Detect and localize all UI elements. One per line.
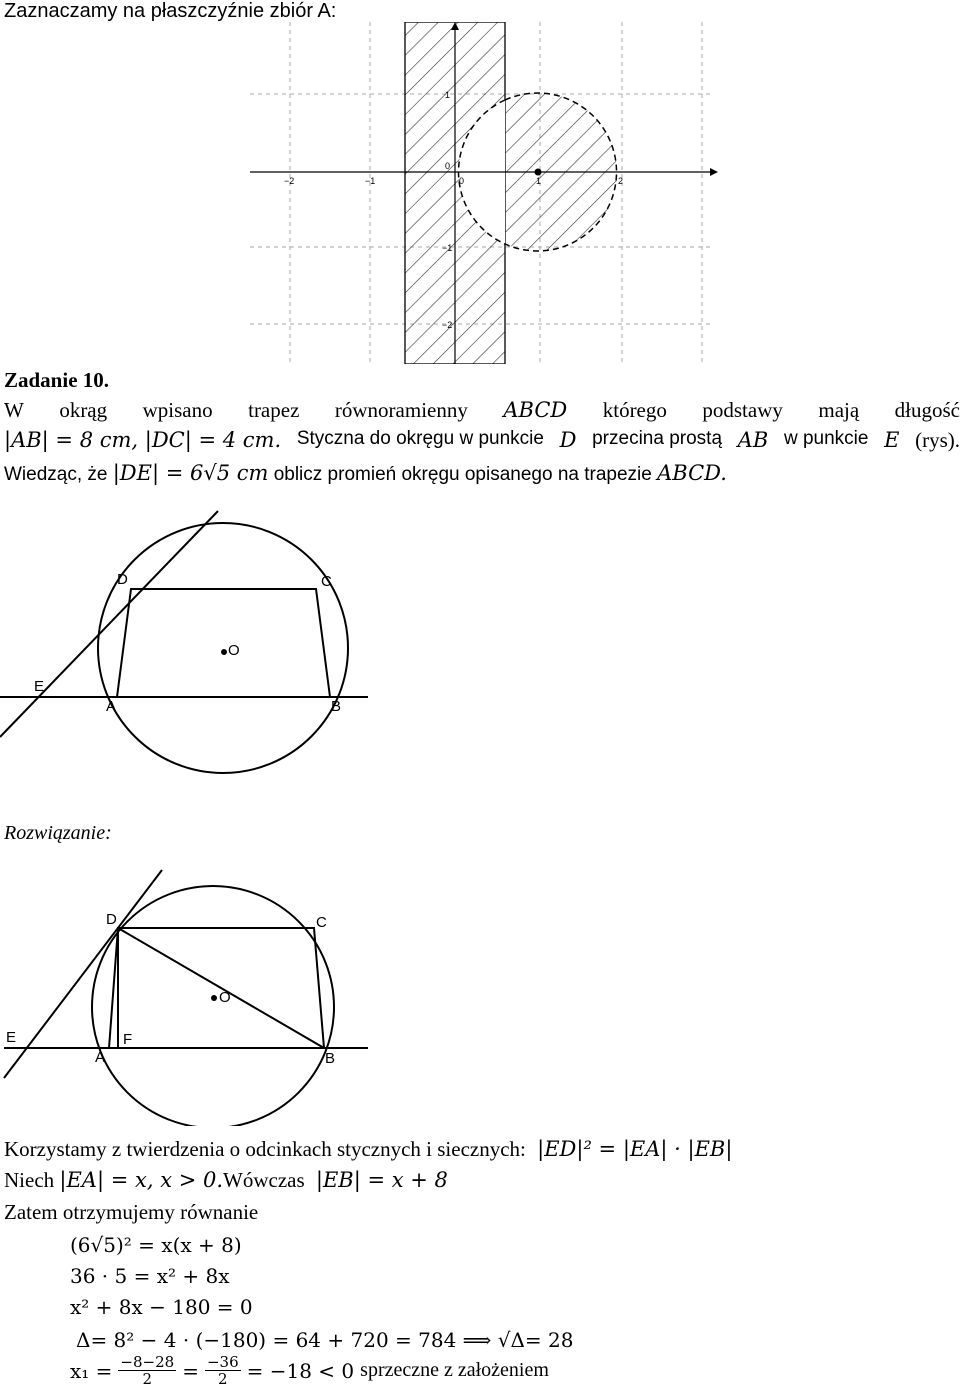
label-f: F — [123, 1031, 133, 1048]
x-tick-label: −2 — [284, 176, 295, 186]
text: Styczna do okręgu w punkcie — [296, 428, 544, 449]
circumcircle — [98, 523, 348, 773]
x-tick-label: 1 — [536, 176, 542, 186]
origin-label: 0 — [445, 161, 451, 171]
text: przecina prostą — [592, 428, 723, 449]
word: długość — [894, 398, 960, 422]
task-line-1 — [4, 398, 960, 423]
circle-center-dot — [535, 169, 542, 176]
label-b: B — [325, 1050, 336, 1067]
equation-1: (6√5)² = x(x + 8) — [70, 1233, 242, 1257]
text: Wiedząc, że — [4, 464, 108, 485]
root-lhs: x₁ = — [70, 1358, 113, 1383]
math-eb: |EB| = x + 8 — [315, 1168, 448, 1192]
label-c: C — [316, 914, 327, 931]
word-math: ABCD — [503, 398, 568, 422]
word: W — [4, 398, 24, 422]
root-comment: sprzeczne z założeniem — [360, 1359, 549, 1381]
solution-line-1 — [4, 1137, 732, 1162]
label-d: D — [106, 911, 117, 928]
label-c: C — [321, 573, 332, 590]
text: oblicz promień okręgu opisanego na trapezie — [273, 464, 652, 485]
intro-text: Zaznaczamy na płaszczyźnie zbiór A: — [4, 0, 337, 22]
word: trapez — [248, 398, 300, 422]
solution-line-3: Zatem otrzymujemy równanie — [4, 1200, 259, 1224]
word: wpisano — [142, 398, 213, 422]
task-title: Zadanie 10. — [4, 368, 110, 392]
y-tick-label: −1 — [442, 243, 453, 253]
figure-2-trapezoid — [0, 866, 380, 1126]
math-e: E — [884, 428, 900, 452]
fraction-1 — [118, 1354, 176, 1387]
equation-3: x² + 8x − 180 = 0 — [70, 1295, 253, 1319]
set-a-graph — [240, 22, 720, 364]
word: równoramienny — [334, 398, 468, 422]
figure-1-trapezoid — [0, 505, 380, 785]
text: Wówczas — [223, 1168, 305, 1192]
fraction-numerator: −36 — [206, 1353, 239, 1371]
math-secant-theorem: |ED|² = |EA| · |EB| — [537, 1137, 733, 1161]
math-ea: |EA| = x, x > 0. — [59, 1168, 224, 1192]
center-dot — [211, 995, 217, 1001]
root-rhs: = −18 < 0 — [246, 1358, 355, 1383]
label-e: E — [6, 1029, 17, 1046]
center-dot — [221, 649, 227, 655]
fraction-denominator: 2 — [218, 1370, 228, 1388]
math-ab-dc: |AB| = 8 cm, |DC| = 4 cm. — [4, 428, 282, 452]
label-d: D — [117, 571, 128, 588]
math-de: |DE| = 6√5 cm — [112, 461, 269, 485]
label-e: E — [34, 678, 45, 695]
equation-4-delta: Δ= 8² − 4 · (−180) = 64 + 720 = 784 ⟹ √Δ= 28 — [76, 1328, 574, 1352]
x-axis-arrow — [710, 168, 718, 176]
label-o: O — [219, 989, 231, 1006]
word: mają — [818, 398, 860, 422]
word: którego — [602, 398, 667, 422]
label-a: A — [106, 698, 117, 715]
solution-line-2 — [4, 1168, 448, 1193]
label-o: O — [228, 642, 240, 659]
equation-2: 36 · 5 = x² + 8x — [70, 1264, 230, 1288]
x-tick-label: 0 — [459, 176, 465, 186]
label-b: B — [331, 698, 342, 715]
text: Korzystamy z twierdzenia o odcinkach stycznych i siecznych: — [4, 1137, 526, 1161]
text: (rys). — [915, 428, 960, 452]
x-tick-label: −1 — [365, 176, 376, 186]
fraction-numerator: −8−28 — [120, 1353, 175, 1371]
word: okrąg — [59, 398, 108, 422]
math-d: D — [559, 428, 577, 452]
fraction-denominator: 2 — [142, 1370, 153, 1388]
math-abcd: ABCD. — [657, 461, 727, 485]
label-a: A — [95, 1049, 106, 1066]
y-tick-label: −2 — [442, 320, 453, 330]
circumcircle — [92, 886, 334, 1126]
x-tick-label: 2 — [618, 176, 624, 186]
word: podstawy — [702, 398, 783, 422]
equals-sign: = — [182, 1358, 199, 1383]
math-ab: AB — [737, 428, 769, 452]
task-line-2 — [4, 428, 960, 453]
solution-label: Rozwiązanie: — [4, 822, 112, 844]
trapezoid-abcd — [117, 589, 330, 697]
task-line-3 — [4, 461, 727, 486]
tangent-line — [4, 870, 162, 1078]
fraction-2 — [205, 1354, 241, 1387]
text: Niech — [4, 1168, 55, 1192]
text: w punkcie — [783, 428, 869, 449]
diagonal-db — [118, 928, 324, 1048]
y-tick-label: 1 — [445, 90, 451, 100]
equation-5-roots — [70, 1354, 549, 1387]
